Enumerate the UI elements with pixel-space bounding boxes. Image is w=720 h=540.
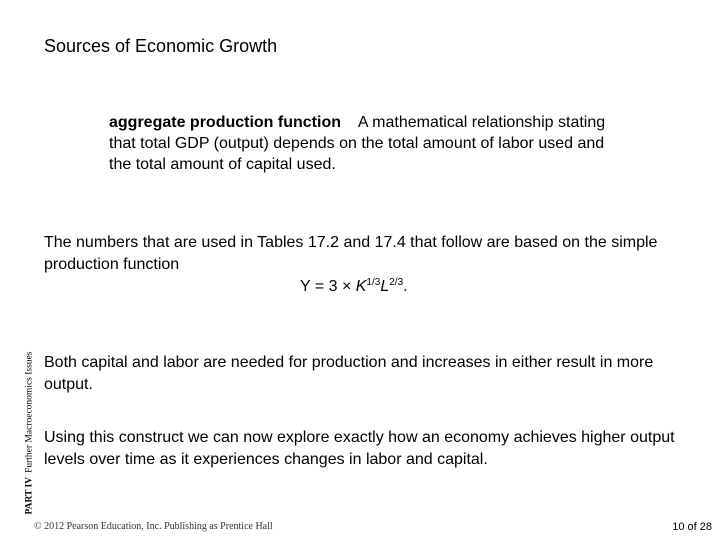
formula-l: L bbox=[380, 278, 390, 295]
definition-text: A mathematical relationship stating that total GDP (output) depends on the total amount of labor used and the total amount of capital used. bbox=[109, 114, 606, 173]
definition-term: aggregate production function bbox=[109, 114, 341, 131]
definition-spacer bbox=[345, 114, 354, 131]
definition-block bbox=[109, 112, 629, 175]
slide-title: Sources of Economic Growth bbox=[44, 36, 278, 56]
copyright-footer: © 2012 Pearson Education, Inc. Publishing as Prentice Hall bbox=[34, 521, 273, 532]
part-side-label bbox=[22, 340, 35, 515]
paragraph-production-function: The numbers that are used in Tables 17.2 and 17.4 that follow are based on the simple production function bbox=[44, 234, 658, 273]
page-number: 10 of 28 bbox=[672, 521, 712, 533]
part-side-label-text bbox=[25, 340, 35, 515]
formula-l-exponent: 2/3 bbox=[389, 277, 404, 288]
paragraph-capital-labor: Both capital and labor are needed for production and increases in either result in more output. bbox=[44, 354, 654, 393]
formula-k-exponent: 1/3 bbox=[366, 277, 381, 288]
part-section-name: Further Macroeconomics Issues bbox=[24, 351, 35, 473]
formula-k: K bbox=[355, 278, 367, 295]
part-number: PART IV bbox=[24, 476, 35, 515]
formula-lhs: Y = 3 × bbox=[300, 278, 356, 295]
production-function-formula bbox=[300, 276, 408, 298]
paragraph-explore: Using this construct we can now explore exactly how an economy achieves higher output levels over time as it experiences changes in labor and capital. bbox=[44, 429, 675, 468]
formula-end: . bbox=[403, 278, 408, 295]
